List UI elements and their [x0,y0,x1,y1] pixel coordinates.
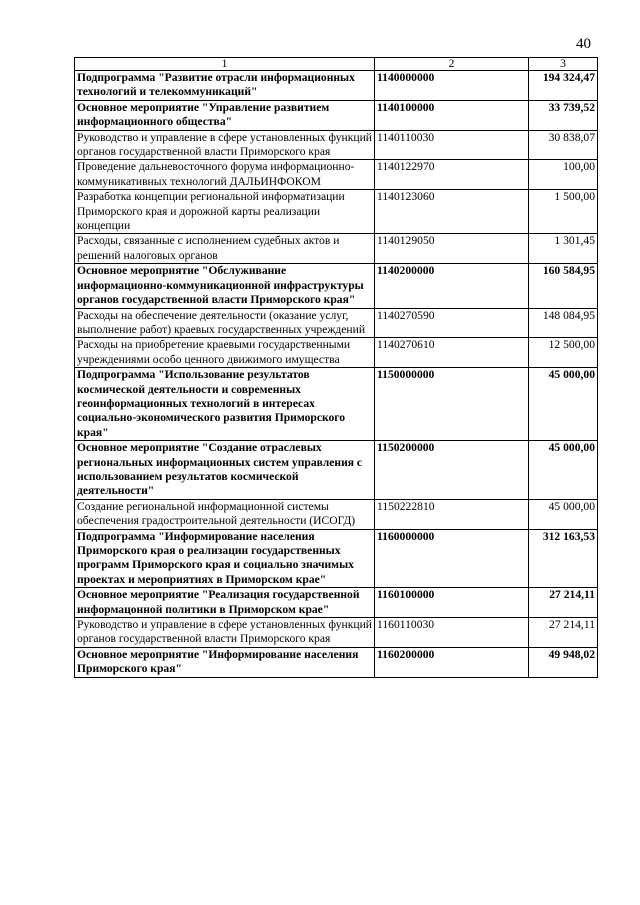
row-name-cell: Основное мероприятие "Управление развитием информационного общества" [75,100,375,130]
row-code-cell: 1150222810 [375,499,529,529]
row-code-cell: 1160110030 [375,618,529,648]
row-code-cell: 1160200000 [375,647,529,677]
table-row [75,160,598,190]
row-amount-cell: 1 301,45 [529,234,598,264]
row-amount-cell: 49 948,02 [529,647,598,677]
table-row [75,71,598,101]
row-amount-cell: 45 000,00 [529,368,598,441]
row-code-cell: 1140110030 [375,130,529,160]
row-code-cell: 1140129050 [375,234,529,264]
row-amount-cell: 194 324,47 [529,71,598,101]
row-amount-cell: 45 000,00 [529,441,598,500]
row-name-cell: Расходы, связанные с исполнением судебных актов и решений налоговых органов [75,234,375,264]
table-row [75,499,598,529]
table-row [75,130,598,160]
column-header-2: 2 [375,58,529,71]
row-code-cell: 1150000000 [375,368,529,441]
row-code-cell: 1140200000 [375,264,529,308]
table-row [75,441,598,500]
row-name-cell: Основное мероприятие "Создание отраслевых региональных информационных систем управления с использованием результатов космической деятельности" [75,441,375,500]
row-amount-cell: 100,00 [529,160,598,190]
table-row [75,234,598,264]
row-name-cell: Подпрограмма "Информирование населения Приморского края о реализации государственных программ Приморского края и социально значимых проектах и мероприятиях в Приморском крае" [75,529,375,588]
table-row [75,529,598,588]
row-amount-cell: 148 084,95 [529,308,598,338]
row-name-cell: Разработка концепции региональной информатизации Приморского края и дорожной карты реализации концепции [75,190,375,234]
row-code-cell: 1140270590 [375,308,529,338]
row-code-cell: 1140123060 [375,190,529,234]
row-name-cell: Основное мероприятие "Реализация государственной информацонной политики в Приморском крае" [75,588,375,618]
row-code-cell: 1140000000 [375,71,529,101]
row-name-cell: Руководство и управление в сфере установленных функций органов государственной власти Приморского края [75,130,375,160]
row-code-cell: 1140100000 [375,100,529,130]
row-name-cell: Руководство и управление в сфере установленных функций органов государственной власти Приморского края [75,618,375,648]
budget-table [74,57,598,678]
row-code-cell: 1140122970 [375,160,529,190]
row-code-cell: 1140270610 [375,338,529,368]
row-name-cell: Расходы на приобретение краевыми государственными учреждениями особо ценного движимого имущества [75,338,375,368]
row-amount-cell: 160 584,95 [529,264,598,308]
column-header-1: 1 [75,58,375,71]
row-name-cell: Проведение дальневосточного форума информационно-коммуникативных технологий ДАЛЬИНФОКОМ [75,160,375,190]
table-body [75,71,598,678]
page-number: 40 [576,36,591,52]
table-row [75,264,598,308]
table-row [75,308,598,338]
table-row [75,190,598,234]
row-amount-cell: 27 214,11 [529,618,598,648]
row-amount-cell: 312 163,53 [529,529,598,588]
row-name-cell: Подпрограмма "Развитие отрасли информационных технологий и телекоммуникаций" [75,71,375,101]
row-amount-cell: 12 500,00 [529,338,598,368]
row-code-cell: 1150200000 [375,441,529,500]
row-amount-cell: 1 500,00 [529,190,598,234]
row-name-cell: Основное мероприятие "Информирование населения Приморского края" [75,647,375,677]
row-amount-cell: 33 739,52 [529,100,598,130]
table-row [75,100,598,130]
table-row [75,618,598,648]
table-header-row [75,58,598,71]
row-code-cell: 1160100000 [375,588,529,618]
row-name-cell: Подпрограмма "Использование результатов космической деятельности и современных геоинформационных технологий в интересах социально-экономического развития Приморского края" [75,368,375,441]
row-amount-cell: 30 838,07 [529,130,598,160]
table-row [75,588,598,618]
row-amount-cell: 27 214,11 [529,588,598,618]
column-header-3: 3 [529,58,598,71]
table-row [75,368,598,441]
table-row [75,647,598,677]
row-name-cell: Создание региональной информационной системы обеспечения градостроительной деятельности (ИСОГД) [75,499,375,529]
table-row [75,338,598,368]
row-name-cell: Основное мероприятие "Обслуживание информационно-коммуникационной инфраструктуры органов государственной власти Приморского края" [75,264,375,308]
row-amount-cell: 45 000,00 [529,499,598,529]
row-name-cell: Расходы на обеспечение деятельности (оказание услуг, выполнение работ) краевых государственных учреждений [75,308,375,338]
row-code-cell: 1160000000 [375,529,529,588]
